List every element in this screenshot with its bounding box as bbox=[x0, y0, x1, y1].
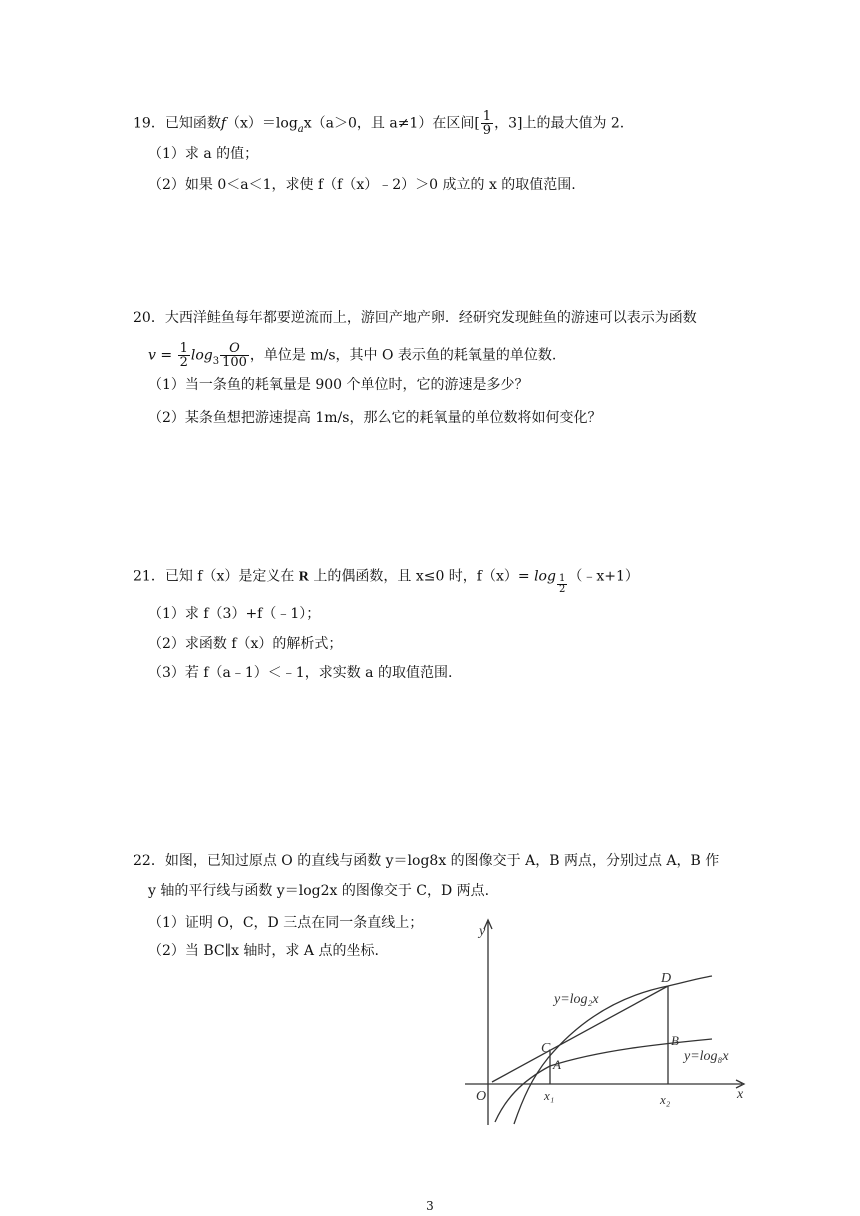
q21-mid: 上的偶函数，且 x≤0 时，f（x）= bbox=[308, 568, 535, 585]
label-D: D bbox=[661, 971, 672, 986]
q20-arg-den: 100 bbox=[222, 355, 247, 370]
label-B: B bbox=[671, 1033, 679, 1048]
label-log8: y=log₈x bbox=[684, 1049, 729, 1064]
q19-part2: （2）如果 0＜a＜1，求使 f（f（x）﹣2）＞0 成立的 x 的取值范围. bbox=[148, 177, 576, 193]
q20-coef-fraction bbox=[178, 342, 190, 369]
q21-part2: （2）求函数 f（x）的解析式； bbox=[148, 636, 343, 652]
q20-part1: （1）当一条鱼的耗氧量是 900 个单位时，它的游速是多少？ bbox=[148, 377, 529, 393]
label-y: y bbox=[479, 924, 486, 939]
label-x1: x₁ bbox=[544, 1088, 555, 1103]
q20-arg-fraction bbox=[220, 342, 249, 369]
q21-base-den: 2 bbox=[558, 584, 566, 595]
q21-part3: （3）若 f（a﹣1）＜﹣1，求实数 a 的取值范围. bbox=[148, 665, 453, 681]
q21-tail: （﹣x+1） bbox=[568, 568, 639, 585]
q21-base-num: 1 bbox=[558, 573, 566, 584]
label-x: x bbox=[737, 1087, 744, 1102]
q19-sub-a: a bbox=[297, 123, 304, 135]
q20-coef-num: 1 bbox=[179, 341, 188, 356]
q19-f: f bbox=[220, 115, 227, 132]
q22-line1: 22．如图，已知过原点 O 的直线与函数 y＝log8x 的图像交于 A，B 两点，分别过点 A，B 作 bbox=[133, 853, 720, 869]
q20-tail: ，单位是 m/s，其中 O 表示鱼的耗氧量的单位数. bbox=[249, 347, 557, 364]
q20-log: log bbox=[190, 347, 213, 364]
q21-part1: （1）求 f（3）+f（﹣1）； bbox=[148, 606, 321, 622]
q20-part2: （2）某条鱼想把游速提高 1m/s，那么它的耗氧量的单位数将如何变化？ bbox=[148, 410, 602, 426]
q21-log-base bbox=[557, 574, 567, 595]
q22-part2: （2）当 BC∥x 轴时，求 A 点的坐标. bbox=[148, 943, 379, 959]
q20-intro: 20．大西洋鲑鱼每年都要逆流而上，游回产地产卵．经研究发现鲑鱼的游速可以表示为函数 bbox=[133, 310, 697, 326]
label-O: O bbox=[476, 1089, 487, 1104]
q21-stem bbox=[133, 566, 639, 595]
q21-log: log bbox=[534, 568, 556, 585]
q19-frac-den: 9 bbox=[482, 123, 492, 138]
q22-part1: （1）证明 O，C，D 三点在同一条直线上； bbox=[148, 915, 424, 931]
q19-pre: 19．已知函数 bbox=[133, 115, 221, 132]
q20-formula bbox=[148, 342, 556, 369]
q22-line2: y 轴的平行线与函数 y＝log2x 的图像交于 C，D 两点. bbox=[148, 883, 490, 899]
q19-mid2: x（a＞0，且 a≠1）在区间[ bbox=[303, 115, 480, 132]
q19-mid1: （x）＝log bbox=[226, 115, 298, 132]
label-x2: x₂ bbox=[660, 1092, 671, 1107]
q19-stem bbox=[133, 110, 624, 137]
page-number: 3 bbox=[426, 1199, 434, 1213]
q21-R: R bbox=[298, 569, 309, 585]
q19-part1: （1）求 a 的值； bbox=[148, 146, 259, 162]
q19-fraction bbox=[481, 110, 493, 137]
q20-log-base: 3 bbox=[212, 355, 220, 367]
log-graph-figure bbox=[460, 915, 760, 1130]
label-A: A bbox=[553, 1057, 561, 1072]
q19-frac-num: 1 bbox=[482, 109, 492, 124]
q20-arg-num: O bbox=[220, 342, 249, 356]
label-log2: y=log₂x bbox=[554, 992, 599, 1007]
q20-v: v bbox=[148, 347, 156, 364]
q20-coef-den: 2 bbox=[179, 355, 188, 370]
q20-eq: = bbox=[155, 347, 177, 364]
label-C: C bbox=[541, 1041, 551, 1056]
q19-post: ，3]上的最大值为 2. bbox=[494, 115, 625, 132]
q21-pre: 21．已知 f（x）是定义在 bbox=[133, 568, 299, 585]
log8-curve bbox=[495, 1039, 712, 1122]
